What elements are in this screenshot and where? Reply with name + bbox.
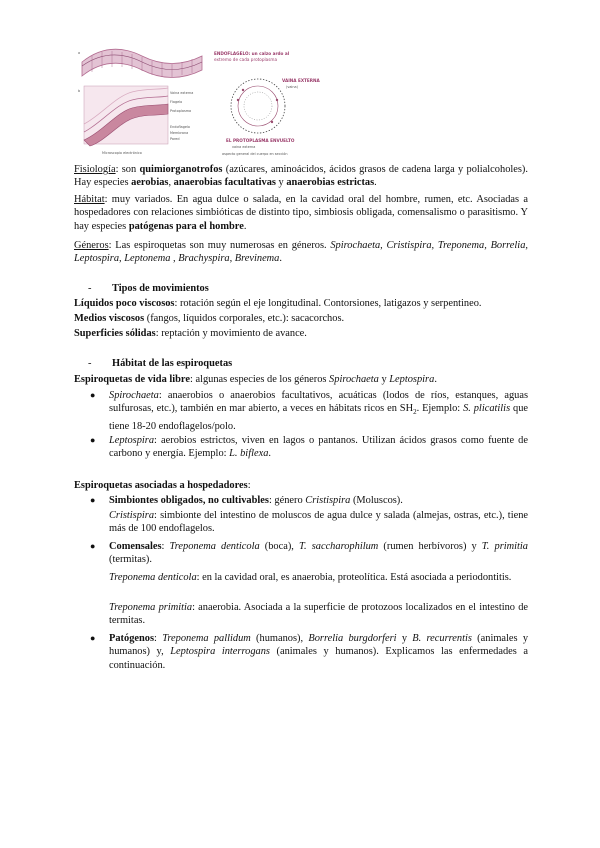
bold-term: Superficies sólidas	[74, 328, 156, 339]
text: .	[374, 177, 377, 189]
layer-label: Protoplasma	[170, 109, 192, 113]
species: T. primitia	[481, 541, 528, 552]
bullet: ●	[90, 633, 96, 643]
habitat-label: Hábitat	[74, 194, 105, 205]
list-item	[92, 389, 528, 433]
bold-term: Medios viscosos	[74, 313, 145, 324]
bold-term: patógenas para el hombre	[128, 220, 244, 232]
dash: -	[88, 358, 92, 369]
genus: Cristispira	[305, 495, 351, 506]
species: T. saccharophilum	[299, 541, 379, 552]
generos-label: Géneros	[74, 240, 109, 251]
text: : en la cavidad oral, es anaerobia, proteolítica. Está asociada a periodontitis.	[196, 572, 512, 583]
text: :	[154, 633, 163, 644]
text: (fangos, líquidos corporales, etc.): sacacorchos.	[144, 313, 345, 324]
endoflagelo-title: ENDOFLAGELO: un calzo ardo al	[214, 51, 290, 56]
text: (boca),	[259, 541, 300, 552]
text: (rumen herbívoros) y	[378, 541, 482, 552]
species: Treponema primitia	[109, 602, 193, 613]
text: y	[396, 633, 413, 644]
species: L. biflexa	[229, 448, 269, 460]
heading-text: Hábitat de las espiroquetas	[112, 358, 233, 369]
species: Leptospira interrogans	[170, 646, 270, 658]
bold-term: Comensales	[109, 541, 162, 552]
layer-label: Pared	[170, 137, 180, 141]
text: : reptación y movimiento de avance.	[155, 328, 307, 339]
genera-list: Spirochaeta, Cristispira, Treponema, Borrelia, Leptospira, Leptonema , Brachyspira, Brevinema	[74, 240, 528, 265]
generos-paragraph	[74, 239, 528, 266]
species: Borrelia burgdorferi	[308, 633, 397, 644]
marker-b: b	[78, 89, 81, 93]
text: : simbionte del intestino de moluscos de agua dulce y salada (almejas, ostras, etc.), tiene más de 100 endoflagelos.	[109, 510, 528, 535]
marker-a: a	[78, 51, 81, 55]
text: .	[243, 220, 247, 232]
text: .	[268, 448, 271, 460]
species: Treponema denticola	[109, 572, 197, 583]
layer-label: Vaina externa	[170, 91, 194, 95]
text: : son	[115, 164, 140, 175]
spirochete-figure	[72, 42, 342, 160]
text: ,	[168, 177, 174, 189]
bold-term: quimiorganotrofos	[139, 164, 223, 175]
text: : Las espiroquetas son muy numerosas en géneros.	[108, 240, 331, 251]
denticola-detail	[109, 571, 528, 584]
bullet: ●	[90, 435, 96, 445]
text: : algunas especies de los géneros	[189, 374, 330, 385]
heading-text: Tipos de movimientos	[112, 283, 209, 294]
layer-label: Endoflagelo	[170, 125, 190, 129]
list-item	[92, 540, 528, 567]
habitat-espiroquetas-heading	[88, 358, 232, 369]
text: (azúcares, aminoácidos, ácidos grasos de cadena larga y polialcoholes). Hay especies	[74, 164, 528, 189]
bottom-label-1: EL PROTOPLASMA ENVUELTO	[226, 138, 295, 143]
list-item	[92, 632, 528, 672]
vida-libre-line	[74, 373, 528, 386]
bold-term: Líquidos poco viscosos	[74, 298, 175, 309]
bold-term: Espiroquetas asociadas a hospedadores	[74, 480, 248, 491]
text: .	[434, 374, 437, 385]
movimientos-line-2	[74, 312, 528, 325]
spirochete-diagram	[72, 42, 342, 160]
text: : rotación según el eje longitudinal. Contorsiones, latigazos y serpentineo.	[174, 298, 482, 309]
layer-label: Flagelo	[170, 100, 183, 104]
genus: Spirochaeta	[109, 390, 159, 401]
genus: Leptospira	[389, 374, 435, 385]
text: (animales y humanos) y,	[109, 633, 529, 658]
genus: Leptospira	[109, 435, 155, 446]
subscript: 2	[413, 408, 417, 417]
text: : género	[268, 495, 306, 506]
species: Treponema denticola	[169, 541, 260, 552]
text: : aerobios estrictos, viven en lagos o pantanos. Utilizan ácidos grasos como fuente de carbono y energía. Ejemplo:	[109, 435, 528, 460]
asociadas-heading	[74, 479, 528, 492]
ring-label-2: (vaina)	[286, 85, 298, 89]
bottom-label-2: vaina externa	[232, 145, 256, 149]
bold-term: Patógenos	[109, 633, 155, 644]
bold-term: Espiroquetas de vida libre	[74, 374, 190, 385]
text: : anaerobia. Asociada a la superficie de protozoos localizados en el intestino de termitas.	[109, 602, 528, 627]
caption-right: aspecto general del cuerpo en sección	[222, 152, 288, 156]
dash: -	[88, 283, 92, 294]
bold-term: aerobias	[131, 177, 169, 189]
movimientos-line-1	[74, 297, 528, 310]
text: y	[275, 177, 287, 189]
genus: Spirochaeta	[329, 374, 379, 385]
text: (humanos),	[250, 633, 309, 644]
species: S. plicatilis	[463, 403, 511, 415]
bullet: ●	[90, 390, 96, 400]
list-item	[92, 494, 528, 507]
fisiologia-label: Fisiología	[74, 164, 116, 175]
habitat-paragraph	[74, 193, 528, 233]
caption-left: Microscopio electrónico	[102, 151, 142, 155]
text: : muy variados. En agua dulce o salada, en la cavidad oral del hombre, rumen, etc. Asociadas a hospedadores con relaciones simbióticas de distinto tipo, simbiosis obligada, comensalismo o parasitismo. Y hay especies	[74, 194, 528, 232]
list-item	[92, 434, 528, 461]
genus: Cristispira	[109, 510, 155, 521]
cristispira-detail	[109, 509, 528, 536]
bold-term: anaerobias facultativas	[173, 177, 276, 189]
layer-label: Membrana	[170, 131, 189, 135]
bold-term: Simbiontes obligados, no cultivables	[109, 495, 269, 506]
bullet: ●	[90, 495, 96, 505]
bullet: ●	[90, 541, 96, 551]
text: (animales y humanos). Explicamos las enfermedades a continuación.	[109, 646, 528, 671]
text: que tiene 18-20 endoflagelos/polo.	[109, 403, 528, 432]
ring-label-1: VAINA EXTERNA	[282, 78, 320, 83]
movimientos-heading	[88, 283, 209, 294]
text: :	[247, 480, 251, 491]
text: : anaerobios o anaerobios facultativos, acuáticas (lodos de ríos, estanques, aguas sulfurosas, etc.), también en mar abierto, a veces en hábitats ricos en SH	[109, 390, 528, 415]
text: .	[279, 253, 282, 265]
primitia-detail	[109, 601, 528, 628]
movimientos-line-3	[74, 327, 528, 340]
text: (termitas).	[109, 554, 152, 566]
bold-term: anaerobias estrictas	[286, 177, 375, 189]
text: (Moluscos).	[350, 495, 403, 506]
fisiologia-paragraph	[74, 163, 528, 190]
species: Treponema pallidum	[162, 633, 251, 644]
text: :	[161, 541, 170, 552]
species: B. recurrentis	[412, 633, 472, 644]
text: y	[378, 374, 390, 385]
endoflagelo-sub: extremo de cada protoplasma	[214, 57, 278, 62]
text: . Ejemplo:	[416, 403, 464, 415]
